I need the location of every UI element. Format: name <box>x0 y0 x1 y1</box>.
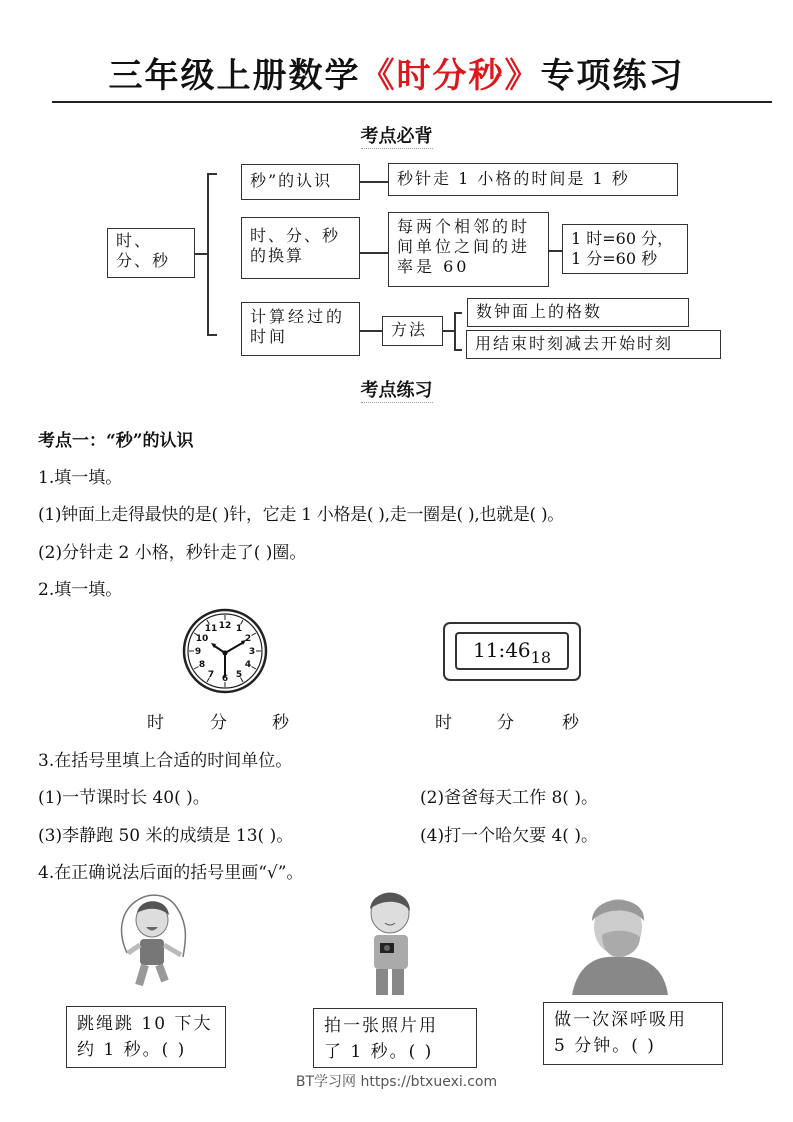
method-count-grids: 数钟面上的格数 <box>467 298 689 327</box>
connector <box>195 253 207 255</box>
answer-second-right: 秒 <box>562 713 579 733</box>
title-highlight: 《时分秒》 <box>360 56 541 96</box>
question-3-title: 3.在括号里填上合适的时间单位。 <box>38 751 293 771</box>
branch-conversion: 时、分、秒的换算 <box>241 217 360 279</box>
question-2-title: 2.填一填。 <box>38 580 123 600</box>
svg-text:11: 11 <box>204 624 218 634</box>
question-1-item-2: (2)分针走 2 小格，秒针走了( )圈。 <box>38 543 307 563</box>
branch-elapsed-time: 计算经过的时间 <box>241 302 360 356</box>
method-subtract-times: 用结束时刻减去开始时刻 <box>466 330 721 359</box>
question-1-item-1: (1)钟面上走得最快的是( )针，它走 1 小格是( ),走一圈是( ),也就是( )。 <box>38 505 564 525</box>
connector <box>360 252 388 254</box>
svg-text:9: 9 <box>194 647 202 657</box>
brace-tip <box>454 349 462 351</box>
digital-clock-display <box>455 632 569 670</box>
boy-covering-mouth-image <box>568 885 672 995</box>
card-line: 了 1 秒。( ) <box>324 1042 434 1062</box>
svg-text:12: 12 <box>218 621 232 631</box>
title-divider <box>52 101 772 103</box>
question-1-title: 1.填一填。 <box>38 468 123 488</box>
root-node: 时、分、秒 <box>107 228 195 278</box>
key-points-heading: 考点必背 <box>360 126 433 147</box>
topic-one-title: 考点一：“秒”的认识 <box>38 431 194 451</box>
boy-with-camera-image <box>352 885 432 1000</box>
digital-clock <box>443 622 581 681</box>
detail-conversion-values <box>562 224 688 274</box>
brace <box>207 173 209 335</box>
connector <box>360 330 382 332</box>
brace-tip <box>207 334 217 336</box>
card-line: 约 1 秒。( ) <box>77 1040 187 1060</box>
title-prefix: 三年级上册数学 <box>108 56 361 96</box>
statement-card-photo <box>313 1008 477 1068</box>
answer-hour-left: 时 <box>147 713 164 733</box>
statement-card-jump-rope <box>66 1006 226 1068</box>
svg-text:3: 3 <box>248 647 256 657</box>
question-3-item-2: (2)爸爸每天工作 8( )。 <box>420 788 598 808</box>
svg-text:6: 6 <box>221 674 229 684</box>
connector <box>549 250 562 252</box>
question-3-item-3: (3)李静跑 50 米的成绩是 13( )。 <box>38 826 294 846</box>
answer-second-left: 秒 <box>272 713 289 733</box>
branch-second-recognition: 秒”的认识 <box>241 164 360 200</box>
statement-card-breath <box>543 1002 723 1065</box>
conversion-hour: 1 时=60 分， <box>571 229 674 248</box>
svg-text:5: 5 <box>235 670 243 680</box>
conversion-minute: 1 分=60 秒 <box>571 249 658 268</box>
question-4-title: 4.在正确说法后面的括号里画“√”。 <box>38 863 304 883</box>
brace-tip <box>454 312 462 314</box>
card-line: 拍一张照片用 <box>324 1016 438 1036</box>
digital-seconds: 18 <box>530 648 551 667</box>
svg-text:7: 7 <box>207 670 215 680</box>
svg-text:10: 10 <box>195 634 209 644</box>
analog-clock <box>178 607 272 695</box>
svg-text:8: 8 <box>198 660 206 670</box>
answer-hour-right: 时 <box>435 713 452 733</box>
detail-rate: 每两个相邻的时间单位之间的进率是 60 <box>388 212 549 287</box>
answer-minute-right: 分 <box>497 713 514 733</box>
page-title <box>0 48 793 97</box>
card-line: 做一次深呼吸用 <box>554 1010 687 1030</box>
connector <box>360 181 388 183</box>
answer-minute-left: 分 <box>210 713 227 733</box>
question-3-item-1: (1)一节课时长 40( )。 <box>38 788 210 808</box>
method-node: 方法 <box>382 316 443 346</box>
clock-face-icon <box>178 607 272 695</box>
brace-tip <box>207 173 217 175</box>
boy-jumping-rope-image <box>95 885 205 995</box>
detail-second-hand: 秒针走 1 小格的时间是 1 秒 <box>388 163 678 196</box>
brace <box>454 312 456 350</box>
practice-heading: 考点练习 <box>360 380 433 401</box>
title-suffix: 专项练习 <box>540 56 685 96</box>
digital-time: 11:46 <box>473 638 531 662</box>
card-line: 跳绳跳 10 下大 <box>77 1014 213 1034</box>
svg-text:4: 4 <box>244 660 252 670</box>
card-line: 5 分钟。( ) <box>554 1036 656 1056</box>
svg-text:2: 2 <box>244 634 252 644</box>
svg-text:1: 1 <box>235 624 243 634</box>
connector <box>443 330 454 332</box>
watermark: BT学习网 https://btxuexi.com <box>295 1074 498 1090</box>
question-3-item-4: (4)打一个哈欠要 4( )。 <box>420 826 598 846</box>
